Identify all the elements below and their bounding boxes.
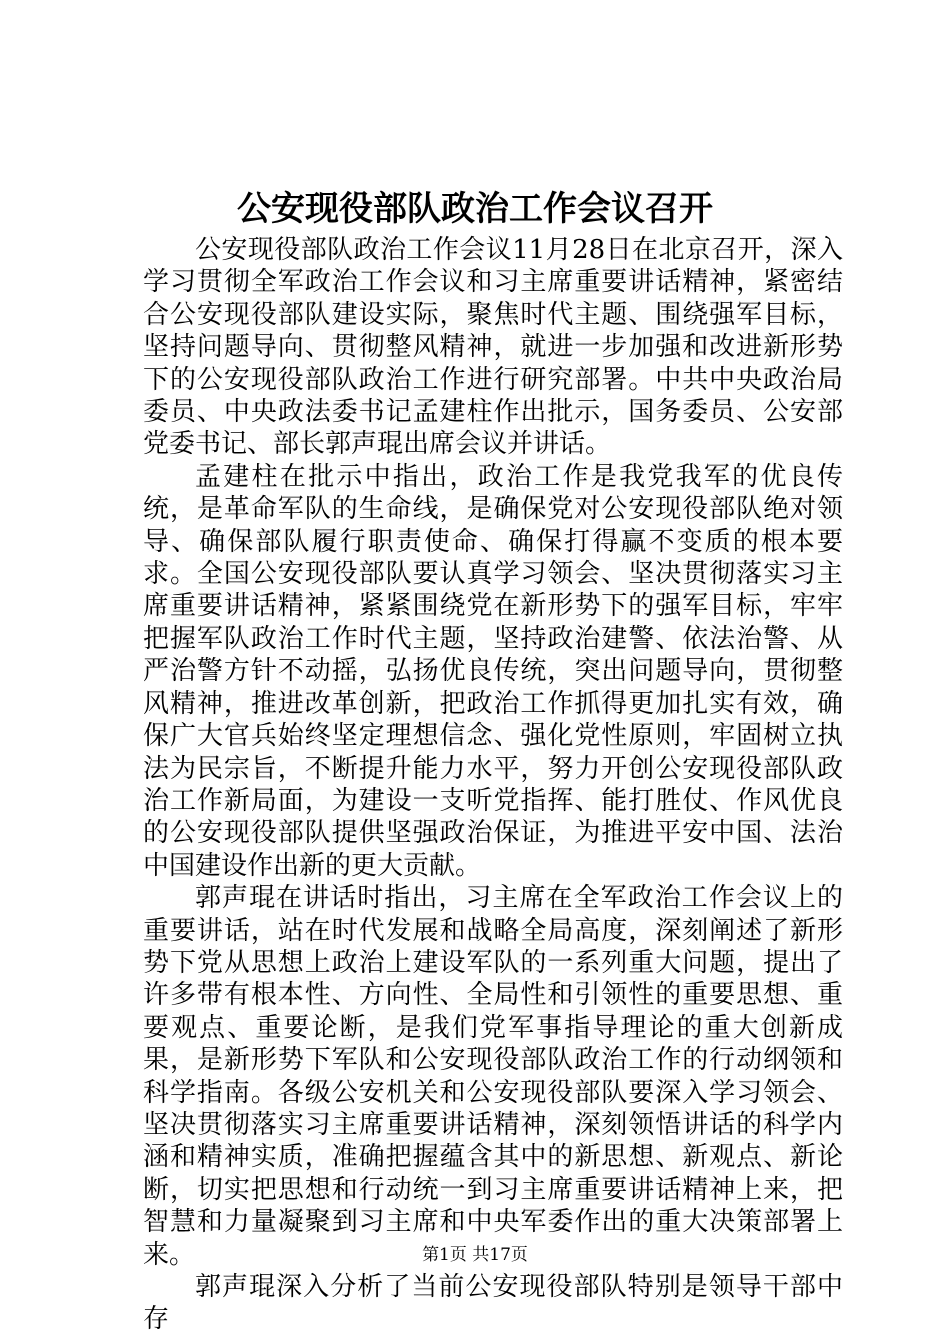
paragraph: 孟建柱在批示中指出，政治工作是我党我军的优良传统，是革命军队的生命线，是确保党对公安现役部队绝对领导、确保部队履行职责使命、确保打得赢不变质的根本要求。全国公安现役部队要认真学习领会、坚决贯彻落实习主席重要讲话精神，紧紧围绕党在新形势下的强军目标，牢牢把握军队政治工作时代主题，坚持政治建警、依法治警、从严治警方针不动摇，弘扬优良传统，突出问题导向，贯彻整风精神，推进改革创新，把政治工作抓得更加扎实有效，确保广大官兵始终坚定理想信念、强化党性原则，牢固树立执法为民宗旨，不断提升能力水平，努力开创公安现役部队政治工作新局面，为建设一支听党指挥、能打胜仗、作风优良的公安现役部队提供坚强政治保证，为推进平安中国、法治中国建设作出新的更大贡献。 [143,461,843,881]
document-title: 公安现役部队政治工作会议召开 [237,189,713,229]
paragraph: 郭声琨深入分析了当前公安现役部队特别是领导干部中存 [143,1272,843,1335]
paragraph: 公安现役部队政治工作会议11月28日在北京召开，深入学习贯彻全军政治工作会议和习主席重要讲话精神，紧密结合公安现役部队建设实际，聚焦时代主题、围绕强军目标，坚持问题导向、贯彻整风精神，就进一步加强和改进新形势下的公安现役部队政治工作进行研究部署。中共中央政治局委员、中央政法委书记孟建柱作出批示，国务委员、公安部党委书记、部长郭声琨出席会议并讲话。 [143,235,843,460]
paragraph: 郭声琨在讲话时指出，习主席在全军政治工作会议上的重要讲话，站在时代发展和战略全局高度，深刻阐述了新形势下党从思想上政治上建设军队的一系列重大问题，提出了许多带有根本性、方向性、全局性和引领性的重要思想、重要观点、重要论断，是我们党军事指导理论的重大创新成果，是新形势下军队和公安现役部队政治工作的行动纲领和科学指南。各级公安机关和公安现役部队要深入学习领会、坚决贯彻落实习主席重要讲话精神，深刻领悟讲话的科学内涵和精神实质，准确把握蕴含其中的新思想、新观点、新论断，切实把思想和行动统一到习主席重要讲话精神上来，把智慧和力量凝聚到习主席和中央军委作出的重大决策部署上来。 [143,883,843,1270]
document-body [143,234,843,1336]
page-footer: 第1页 共17页 [422,1245,528,1265]
